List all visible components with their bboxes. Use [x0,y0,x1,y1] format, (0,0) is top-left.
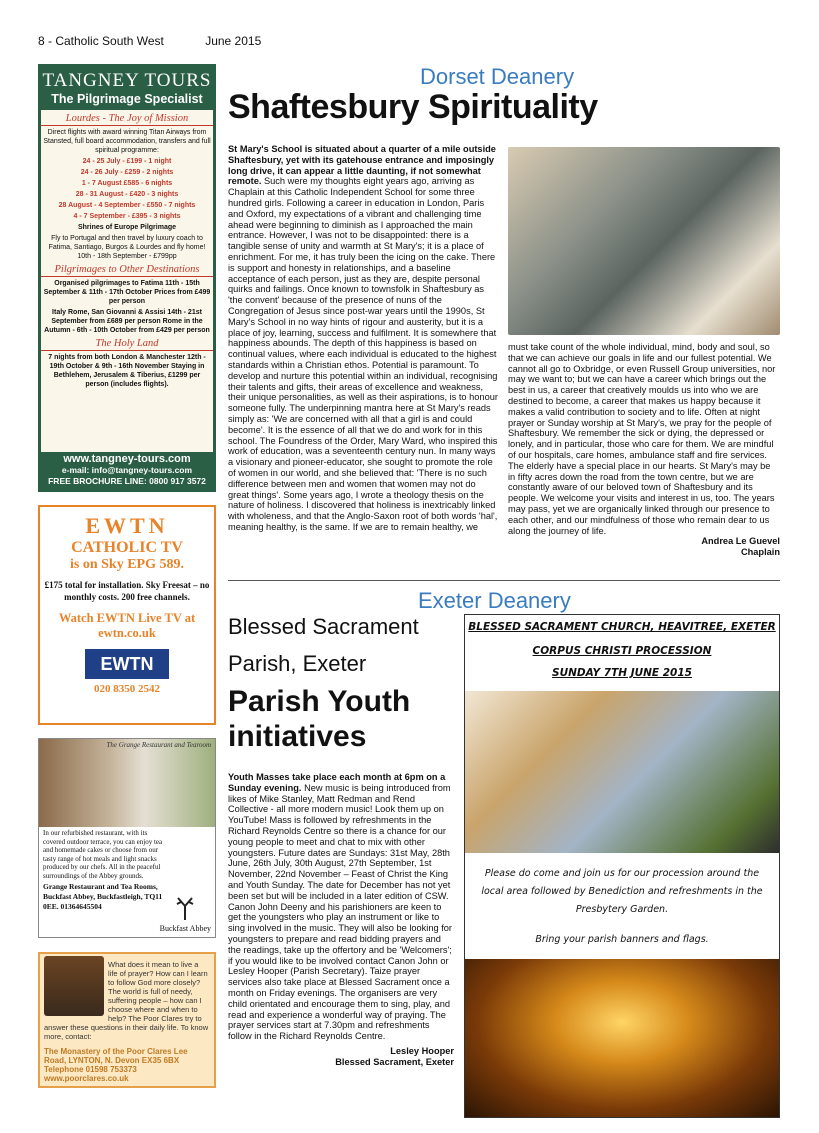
lourdes-intro: Direct flights with award winning Titan Airways from Stansted, full board accommodation, transfers and full spiritual programme: [43,129,211,154]
page-number: 8 - Catholic South West [38,34,164,48]
article1-lead: St Mary's School is situated about a quarter of a mile outside Shaftesbury, yet with its gatehouse entrance and imposingly long drive, it can appear a little daunting, if not somewhat remote. [228,144,496,187]
holy-land-heading: The Holy Land [41,338,213,351]
section-divider [228,580,780,581]
stag-icon [170,896,200,922]
fatima-text: Organised pilgrimages to Fatima 11th - 15th September & 11th - 17th October Prices from £499 per person [43,280,211,305]
article1-body-continued: must take count of the whole individual, mind, body and soul, so that we can achieve our goals in life and our fullest potential. We cannot all go to Oxbridge, or even Russell Group universities, nor may we want to; but we can have a career which brings out the best in us, a career that creatively moulds us into who we are destined to become, a career that makes us happy because it makes a valid contribution to society and to life. Often at night prayer or Sunday worship at St Mary's, we pray for the people of Shaftesbury. We remember the sick or dying, the depressed or lonely, and in particular, those who care for them. We are mindful of our hospitals, care homes, ambulance staff and fire services. The elderly have a special place in our hearts. St Mary's may be in fifty acres down the road from the town centre, but we are constantly aware of our beloved town of Shaftesbury and its people. We welcome your visits and interest in us, too. The years may pass, yet we are organically linked through our presence to each other, and our mindfulness of those who remain dear to us along the journey of life. [508,342,776,536]
restaurant-address: Grange Restaurant and Tea Rooms, Buckfast Abbey, Buckfastleigh, TQ11 0EE. 01364645504 [43,882,163,911]
tangney-title: TANGNEY TOURS [42,70,212,91]
restaurant-caption: The Grange Restaurant and Tearoom [106,741,211,749]
procession-photo [465,691,779,853]
shrines-text: Fly to Portugal and then travel by luxury coach to Fatima, Santiago, Burgos & Lourdes and fly home! 10th - 18th September - £799pp [48,235,206,260]
article2-title-line-2: Parish, Exeter [228,651,367,676]
ewtn-phone: 020 8350 2542 [94,683,160,695]
tangney-email[interactable]: e-mail: info@tangney-tours.com [61,465,193,475]
holy-land-text: 7 nights from both London & Manchester 12th - 19th October & 9th - 16th November Staying in Bethlehem, Jerusalem & Tiberius, £1299 per person (includes flights). [48,354,206,388]
tangney-website[interactable]: www.tangney-tours.com [63,453,191,465]
page-header [38,34,299,48]
article2-author: Lesley Hooper [390,1045,454,1056]
ewtn-watch-live[interactable]: Watch EWTN Live TV at ewtn.co.uk [58,611,196,640]
corpus-christi-poster [464,614,780,1118]
ewtn-logo: EWTN [85,649,169,679]
other-destinations-heading: Pilgrimages to Other Destinations [41,264,213,277]
article-title-shaftesbury: Shaftesbury Spirituality [228,88,598,126]
poster-event: CORPUS CHRISTI PROCESSION [532,645,712,657]
ewtn-ad[interactable] [38,505,216,725]
dorset-deanery-label: Dorset Deanery [420,64,575,89]
article1-column-2 [508,342,780,558]
lourdes-heading: Lourdes - The Joy of Mission [41,113,213,126]
lourdes-date-2: 24 - 26 July - £259 - 2 nights [80,169,174,176]
grange-restaurant-ad[interactable] [38,738,216,938]
ewtn-headline: EWTN [85,513,169,538]
poster-invitation: Please do come and join us for our procession around the local area followed by Benediction and refreshments in the Presbytery Garden. [481,868,763,915]
ewtn-installation: £175 total for installation. Sky Freesat – no monthly costs. 200 free channels. [44,580,210,602]
abbey-name: Buckfast Abbey [159,924,211,933]
article2-body: New music is being introduced from likes of Mike Stanley, Matt Redman and Rend Collective - all more modern music! Look them up on YouTube! Mass is followed by refreshments in the Richard Reynolds Centre so there is a chance for our young people to meet and chat to mix with other youngsters. Future dates are Sundays: 31st May, 28th June, 26th July, 30th August, 27th September, 1st November, 22nd November – Feast of Christ the King and Youth Sunday. The date for December has not yet been set but will be included in a later edition of CSW. Canon John Deeny and his parishioners are keen to get the youngsters who play an instrument or like to sing involved in the music. They will also be looking for youngsters to prepare and read bidding prayers and the readings, take up the offertory and be 'Welcomers'; if you would like to be involved contact Canon John or Lesley Hooper (Parish Secretary). Taize prayer services also take place at Blessed Sacrament once a month on Friday evenings. The organisers are very child orientated and encourage them to sing, play, and read and experience a wonderful way of praying. The prayer services start at 7.30pm and refreshments follow in the Richard Reynolds Centre. [228,782,452,1042]
restaurant-photo [39,739,215,827]
italy-text: Italy Rome, San Giovanni & Assisi 14th - 21st September from £689 per person Rome in the Autumn - 6th - 10th October from £429 per person [44,309,210,334]
article2-role: Blessed Sacrament, Exeter [335,1056,454,1067]
lourdes-date-3: 1 - 7 August £585 - 6 nights [81,180,173,187]
buckfast-abbey-logo [160,896,211,933]
lourdes-date-1: 24 - 25 July - £199 - 1 night [82,158,172,165]
lourdes-date-4: 28 - 31 August - £420 - 3 nights [75,191,179,198]
schoolgirls-photo [508,147,780,335]
article2-lead: Youth Masses take place each month at 6pm on a Sunday evening. [228,772,446,793]
article2-column [228,772,454,1068]
ewtn-sky-epg: is on Sky EPG 589. [70,557,184,572]
article1-author: Andrea Le Guevel [701,536,780,547]
lourdes-date-6: 4 - 7 September - £395 - 3 nights [73,213,181,220]
issue-date: June 2015 [205,34,262,48]
article1-column-1 [228,144,498,533]
ewtn-catholic-tv: CATHOLIC TV [71,539,183,556]
poster-banners: Bring your parish banners and flags. [535,934,709,945]
shrines-heading: Shrines of Europe Pilgrimage [77,224,177,231]
restaurant-description: In our refurbished restaurant, with its covered outdoor terrace, you can enjoy tea and homemade cakes or choose from our tasty range of hot meals and light snacks produced by our chefs. All in the peaceful surroundings of the Abbey grounds. [43,829,163,880]
article1-body: Such were my thoughts eight years ago, arriving as Chaplain at this Catholic Independent School for some three hundred girls. Following a career in education in London, Paris and Oxford, my expectations of a vibrant and challenging time ahead were beginning to diminish as I approached the main entrance. However, I was not to be disappointed: there is a tangible sense of unity and warmth at St Mary's; it is a place of enrichment. For me, it has truly been the icing on the cake. There is support and honesty in relationships, and a baseline acceptance of each person, just as they are, despite personal quirks and failings. Once known to townsfolk in Shaftesbury as 'the convent' because of the presence of nuns of the Congregation of Jesus since post-war years until the 1990s, St Mary's School in no way hints of rigour and austerity, but it is a place of joy, learning, success and fulfilment. It is somewhere that happiness abounds. The depth of this happiness is based on continual values, where each individual is educated to the highest standards within a Christian ethos. Potential is paramount. To develop and nurture this potential within an individual, recognising their talents and gifts, their areas of excellence and weakness, their unique personalities, as well as their aspirations, is to honour someone fully. The underpinning mantra here at St Mary's reads simply as: 'We are concerned with all that a girl is and could become'. It is the essence of all that we do and work for in this school. The Foundress of the Order, Mary Ward, who inspired this work of education, was a seventeenth century nun. In many ways a visionary and pioneer-educator, she sought to promote the role of women in our world, and she believed that: 'There is no such difference between men and women that women may not do great things'. Some years ago, I wrote a theology thesis on the nature of holiness. I discovered that holiness is inextricably linked with wholeness, and that the Anglo-Saxon root of both words 'hal', meaning healthy, is the same. If we are to remain healthy, we [228,176,498,532]
poor-clares-ad[interactable] [38,952,216,1088]
tangney-subtitle: The Pilgrimage Specialist [51,92,203,106]
lourdes-date-5: 28 August - 4 September - £550 - 7 nights [58,202,196,209]
exeter-deanery-label: Exeter Deanery [418,588,571,613]
poster-church: BLESSED SACRAMENT CHURCH, HEAVITREE, EXETER [468,621,776,633]
clares-question: What does it mean to live a life of prayer? How can I learn to follow God more closely? The world is full of needy, suffering people – how can I choose where and when to help? The Poor Clares try to answer these questions in their daily life. To know more, contact: [44,960,209,1041]
tangney-phone: FREE BROCHURE LINE: 0800 917 3572 [48,476,206,486]
poster-date: SUNDAY 7TH JUNE 2015 [552,667,692,679]
candles-photo [465,959,779,1117]
tangney-tours-ad[interactable] [38,64,216,492]
article1-role: Chaplain [740,547,780,558]
article2-headline: Parish Youth initiatives [228,685,411,753]
article2-title-line-1: Blessed Sacrament [228,614,419,639]
nuns-photo [44,956,104,1016]
clares-contact: The Monastery of the Poor Clares Lee Road, LYNTON, N. Devon EX35 6BX Telephone 01598 753373 www.poorclares.co.uk [44,1047,188,1083]
